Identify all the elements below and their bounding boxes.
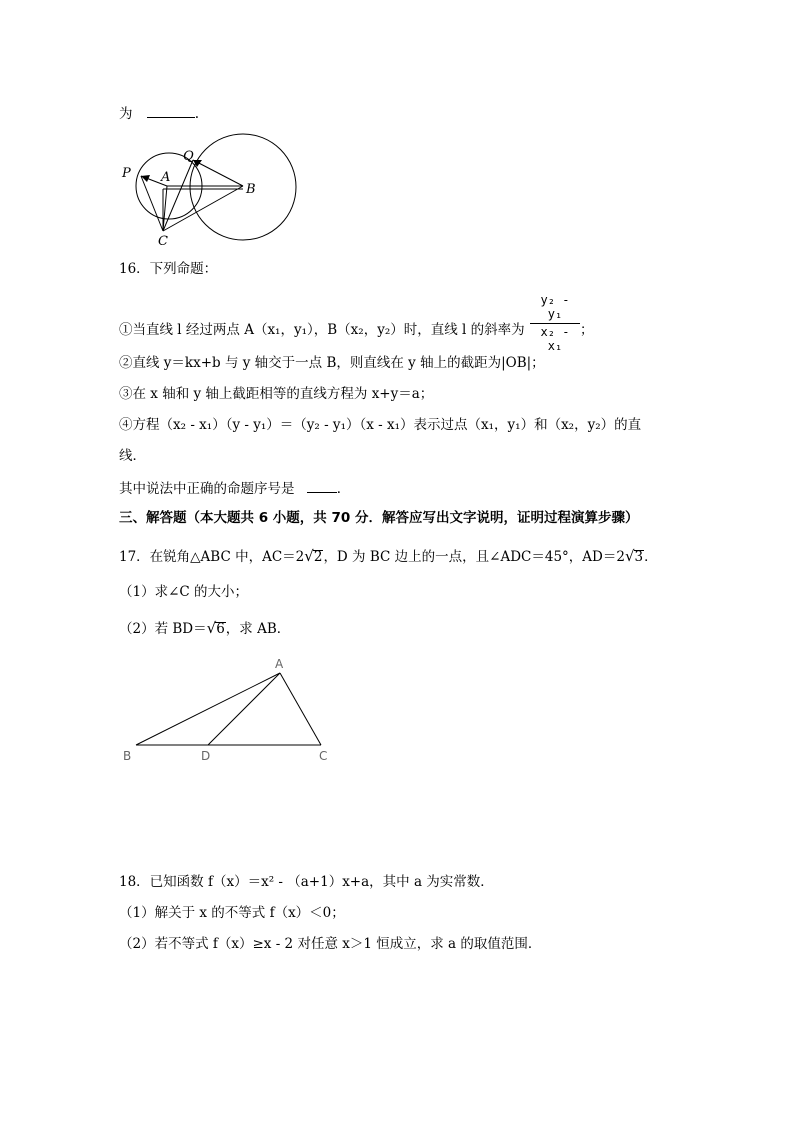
label-a-17: A: [275, 657, 284, 671]
q16-item3: ③在 x 轴和 y 轴上截距相等的直线方程为 x+y＝a；: [119, 386, 434, 402]
q17-part2-a: （2）若 BD＝: [119, 621, 207, 637]
q16-ask-prefix: 其中说法中正确的命题序号是: [119, 481, 295, 497]
section-3-heading: 三、解答题（本大题共 6 小题，共 70 分．解答应写出文字说明，证明过程演算步骤）: [119, 510, 639, 526]
q16-title: 16．下列命题：: [119, 261, 218, 277]
label-c-17: C: [319, 749, 328, 763]
q18-part2: （2）若不等式 f（x）≥x - 2 对任意 x＞1 恒成立，求 a 的取值范围．: [119, 936, 542, 952]
figure-triangle: [118, 655, 338, 770]
label-d-17: D: [201, 749, 211, 763]
q17-text-a: 17．在锐角△ABC 中，AC＝2: [119, 549, 305, 565]
slope-numerator: y₂ - y₁: [530, 293, 580, 324]
label-p: P: [122, 166, 131, 181]
label-q: Q: [183, 149, 194, 164]
q17-stem: 17．在锐角△ABC 中，AC＝2√2，D 为 BC 边上的一点，且∠ADC＝45°，AD＝2√3．: [119, 547, 658, 565]
q16-item1-text: ①当直线 l 经过两点 A（x₁，y₁），B（x₂，y₂）时，直线 l 的斜率为: [119, 322, 525, 338]
q15-answer-line: [119, 103, 199, 124]
label-c: C: [158, 234, 168, 249]
q17-text-b: ，D 为 BC 边上的一点，且∠ADC＝45°，AD＝2: [323, 549, 625, 565]
q15-answer-blank: [147, 103, 195, 118]
q16-item4b: 线．: [119, 448, 146, 464]
q16-item1: [119, 320, 525, 340]
q17-sqrt-a: 2: [313, 549, 323, 565]
q17-part2-b: ，求 AB．: [225, 621, 291, 637]
q16-item2: ②直线 y＝kx+b 与 y 轴交于一点 B，则直线在 y 轴上的截距为|OB|；: [119, 355, 545, 371]
label-b: B: [246, 182, 256, 197]
q17-part2: （2）若 BD＝√6，求 AB．: [119, 619, 291, 637]
figure-circles: [115, 130, 305, 250]
circle-b: [190, 134, 296, 240]
q18-part1: （1）解关于 x 的不等式 f（x）＜0；: [119, 905, 345, 921]
q17-sqrt-b: 3: [634, 549, 644, 565]
q16-ask-suffix: ．: [336, 481, 351, 497]
q15-prefix: 为: [119, 106, 133, 122]
q16-item1-end: ；: [580, 322, 594, 338]
label-a: A: [161, 170, 171, 185]
q16-answer-blank: [307, 478, 337, 493]
q16-item4a: ④方程（x₂ - x₁）（y - y₁）＝（y₂ - y₁）（x - x₁）表示过点（x₁，y₁）和（x₂，y₂）的直: [119, 417, 642, 433]
q15-suffix: .: [194, 106, 200, 122]
q16-ask: [119, 478, 350, 499]
q17-part1: （1）求∠C 的大小；: [119, 584, 249, 600]
slope-fraction: [530, 293, 580, 353]
q17-sqrt-c: 6: [216, 621, 225, 637]
slope-denominator: x₂ - x₁: [540, 325, 570, 353]
label-b-17: B: [123, 749, 132, 763]
q18-stem: 18．已知函数 f（x）＝x² - （a+1）x+a，其中 a 为实常数．: [119, 874, 494, 890]
q17-text-c: ．: [644, 549, 658, 565]
